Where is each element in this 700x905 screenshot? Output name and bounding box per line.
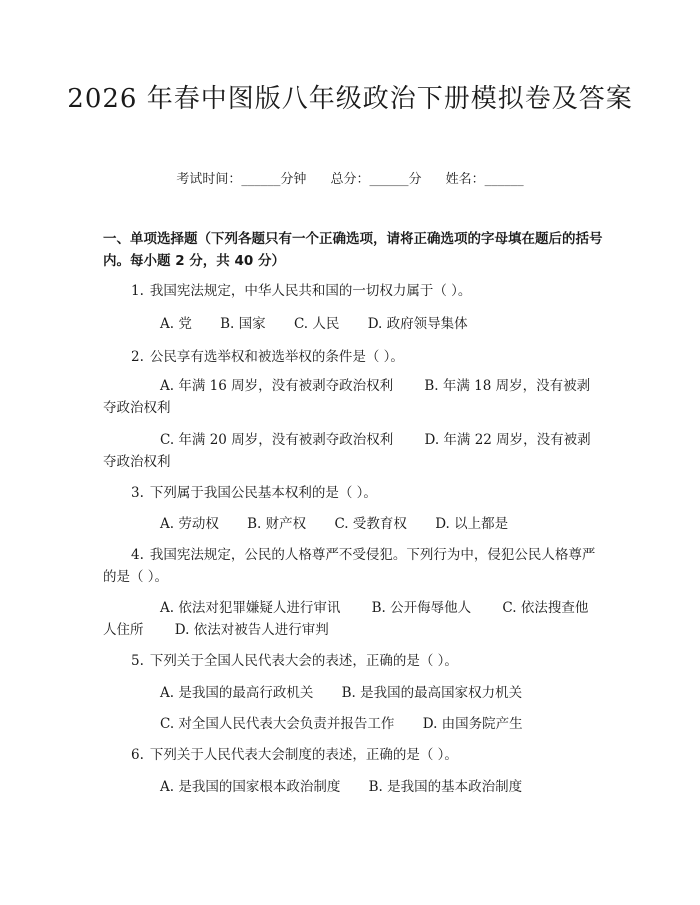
option-a: A. 是我国的最高行政机关 bbox=[160, 685, 314, 701]
question-5-options-ab bbox=[160, 682, 600, 704]
question-4-options: A. 依法对犯罪嫌疑人进行审讯 B. 公开侮辱他人 C. 依法搜查他人住所 D. 依法对被告人进行审判 bbox=[103, 600, 589, 638]
question-stem: 我国宪法规定，中华人民共和国的一切权力属于（ ）。 bbox=[149, 283, 472, 299]
exam-name: 姓名：______ bbox=[445, 172, 524, 187]
question-6-options bbox=[160, 776, 600, 798]
question-4 bbox=[103, 544, 601, 588]
question-2-options-ab: A. 年满 16 周岁，没有被剥夺政治权利 B. 年满 18 周岁，没有被剥夺政治权利 bbox=[103, 378, 591, 416]
question-6 bbox=[131, 744, 601, 766]
exam-score: 总分：______分 bbox=[330, 172, 422, 187]
question-3 bbox=[131, 482, 601, 504]
option-b: B. 财产权 bbox=[247, 516, 307, 532]
question-2 bbox=[131, 346, 601, 368]
section-heading: 一、单项选择题（下列各题只有一个正确选项，请将正确选项的字母填在题后的括号内。每小题 2 分，共 40 分） bbox=[103, 231, 603, 269]
option-a: A. 是我国的国家根本政治制度 bbox=[160, 779, 341, 795]
option-c: C. 对全国人民代表大会负责并报告工作 bbox=[160, 716, 395, 732]
question-1-options bbox=[160, 313, 600, 335]
question-1 bbox=[131, 280, 601, 302]
exam-time: 考试时间：______分钟 bbox=[176, 172, 307, 187]
option-b: B. 国家 bbox=[220, 316, 266, 332]
question-number: 1. bbox=[131, 283, 144, 299]
option-a: A. 劳动权 bbox=[160, 516, 219, 532]
option-d: D. 以上都是 bbox=[435, 516, 509, 532]
option-c: C. 受教育权 bbox=[334, 516, 407, 532]
question-5 bbox=[131, 650, 601, 672]
question-stem: 公民享有选举权和被选举权的条件是（ ）。 bbox=[149, 349, 404, 365]
question-3-options bbox=[160, 513, 600, 535]
option-b: B. 是我国的最高国家权力机关 bbox=[341, 685, 523, 701]
option-b: B. 是我国的基本政治制度 bbox=[368, 779, 523, 795]
option-d: D. 政府领导集体 bbox=[367, 316, 468, 332]
question-number: 6. bbox=[131, 747, 144, 763]
question-number: 3. bbox=[131, 485, 144, 501]
question-stem: 我国宪法规定，公民的人格尊严不受侵犯。下列行为中，侵犯公民人格尊严的是（ ）。 bbox=[103, 547, 596, 585]
option-c: C. 人民 bbox=[293, 316, 340, 332]
question-number: 4. bbox=[131, 547, 144, 563]
exam-meta bbox=[0, 168, 700, 187]
question-stem: 下列关于人民代表大会制度的表述，正确的是（ ）。 bbox=[149, 747, 458, 763]
question-2-options-cd: C. 年满 20 周岁，没有被剥夺政治权利 D. 年满 22 周岁，没有被剥夺政治权利 bbox=[103, 432, 591, 470]
question-number: 5. bbox=[131, 653, 144, 669]
question-stem: 下列属于我国公民基本权利的是（ ）。 bbox=[149, 485, 377, 501]
page-title: 2026 年春中图版八年级政治下册模拟卷及答案 bbox=[67, 84, 633, 114]
option-d: D. 由国务院产生 bbox=[422, 716, 523, 732]
question-5-options-cd bbox=[160, 713, 600, 735]
question-stem: 下列关于全国人民代表大会的表述，正确的是（ ）。 bbox=[149, 653, 458, 669]
question-number: 2. bbox=[131, 349, 144, 365]
option-a: A. 党 bbox=[160, 316, 192, 332]
